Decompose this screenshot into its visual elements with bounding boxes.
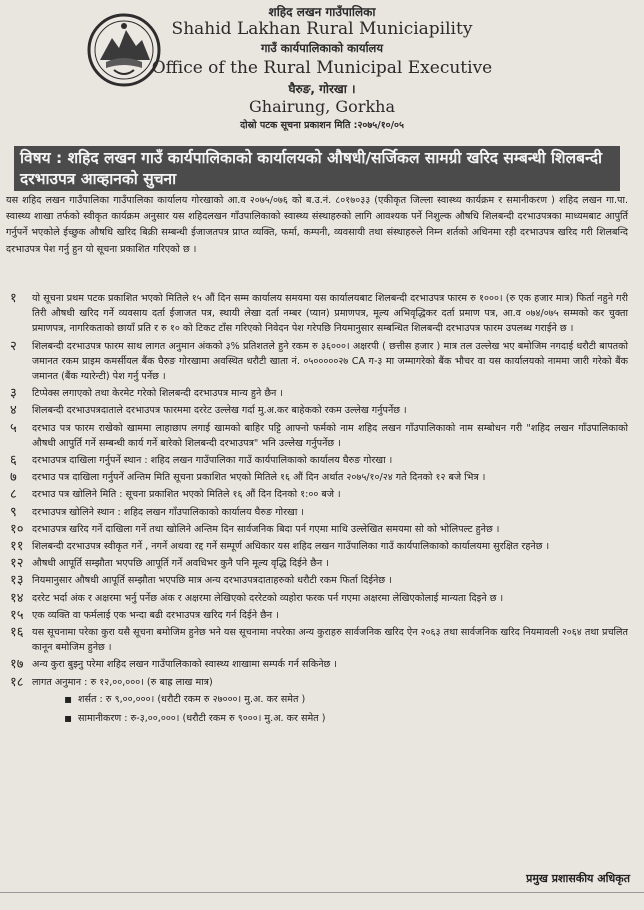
condition-text: नियमानुसार औषधी आपूर्ति सम्झौता भएपछि मात्र अन्य दरभाउपत्रदाताहरुको धरौटी रकम फिर्ता दिईनेछ । xyxy=(32,575,392,587)
location-np: घैरुङ, गोरखा । xyxy=(288,82,356,96)
condition-text: दरभाउ पत्र दाखिला गर्नुपर्ने अन्तिम मिति सूचना प्रकाशित भएको मितिले १६ औं दिन अर्थात २०७५/१०/२४ गते दिनको १२ बजे भित्र । xyxy=(32,472,486,484)
condition-number: १३ xyxy=(10,573,24,589)
condition-text: दरभाउपत्र खरिद गर्ने दाखिला गर्ने तथा खोलिने अन्तिम दिन सार्वजनिक बिदा पर्न गएमा माथि उल्लेखित समयमा सो को भोलिपल्ट हुनेछ । xyxy=(32,523,500,535)
condition-number: १८ xyxy=(10,674,24,690)
condition-item xyxy=(8,625,628,655)
signature-title: प्रमुख प्रशासकीय अधिकृत xyxy=(526,872,630,885)
condition-item xyxy=(8,421,628,451)
condition-item xyxy=(8,608,628,623)
condition-item xyxy=(8,453,628,468)
condition-number: ४ xyxy=(10,403,17,419)
condition-text: यस सूचनामा परेका कुरा यसै सूचना बमोजिम हुनेछ भने यस सूचनामा नपरेका अन्य कुराहरु सार्वजनिक खरिद ऐन २०६३ तथा सार्वजनिक खरिद नियमावली २०६४ तथा प्रचलित कानून बमोजिम हुनेछ । xyxy=(32,627,628,654)
condition-text: शिलबन्दी दरभाउपत्र स्वीकृत गर्ने , नगर्ने अथवा रद्द गर्ने सम्पूर्ण अधिकार यस शहिद लखन गाउँपालिका गाउँ कार्यपालिकाको कार्यालयमा सुरक्षित रहनेछ । xyxy=(32,541,550,553)
condition-item xyxy=(8,657,628,672)
condition-text: औषधी आपूर्ति सम्झौता भएपछि आपूर्ति गर्ने अवधिभर कुनै पनि मूल्य वृद्धि दिईने छैन । xyxy=(32,558,329,570)
condition-number: ६ xyxy=(10,453,17,469)
condition-item xyxy=(8,675,628,690)
bottom-rule xyxy=(0,892,644,893)
budget-subitem-text: सामानीकरण : रु-३,००,०००। (धरौटी रकम रु ९०००। मु.अ. कर समेत ) xyxy=(78,712,326,724)
condition-text: दरभाउपत्र खोलिने स्थान : शहिद लखन गाँउपालिकाको कार्यालय घैरुङ गोरखा । xyxy=(32,506,305,518)
condition-text: लागत अनुमान : रु १२,००,०००। (रु बाह्र लाख मात्र) xyxy=(32,676,213,688)
budget-subitem xyxy=(8,692,628,707)
condition-number: ८ xyxy=(10,487,17,503)
municipality-name-en: Shahid Lakhan Rural Municiapility xyxy=(171,19,473,39)
bullet-icon: ▪ xyxy=(64,691,73,706)
condition-item xyxy=(8,591,628,606)
condition-item xyxy=(8,522,628,537)
condition-number: ११ xyxy=(10,539,24,555)
condition-text: दरभाउ पत्र फारम राखेको खाममा लाहाछाप लगाई खामको बाहिर पट्टि आफ्नो फर्मको नाम शहिद लखन गाँउपालिकाको नाम सम्बोधन गरी "शहिद लखन गाँउपालिकाको औषधी आपुर्ति गर्ने सम्बन्धी कार्य गर्ने बारेको शिलबन्दी दरभाउपत्र" भनि उल्लेख गर्नुपर्नेछ । xyxy=(32,422,628,449)
condition-text: अन्य कुरा बुझ्नु परेमा शहिद लखन गाउँपालिकाको स्वास्थ्य शाखामा सम्पर्क गर्न सकिनेछ । xyxy=(32,659,337,671)
bullet-icon: ▪ xyxy=(64,710,73,725)
office-name-np: गाउँ कार्यपालिकाको कार्यालय xyxy=(260,41,384,55)
condition-item xyxy=(8,386,628,401)
condition-text: शिलबन्दी दरभाउपत्रदाताले दरभाउपत्र फारममा दररेट उल्लेख गर्दा मु.अ.कर बाहेकको रकम उल्लेख गर्नुपर्नेछ । xyxy=(32,405,407,417)
condition-number: १७ xyxy=(10,657,24,673)
condition-item xyxy=(8,470,628,485)
condition-item xyxy=(8,539,628,554)
condition-item xyxy=(8,505,628,520)
condition-number: १४ xyxy=(10,590,24,606)
condition-item xyxy=(8,556,628,571)
condition-number: २ xyxy=(10,338,17,354)
condition-number: ९ xyxy=(10,504,17,520)
condition-number: १० xyxy=(10,521,24,537)
budget-subitem-text: शर्सत : रु ९,००,०००। (धरौटी रकम रु २७०००। मु.अ. कर समेत ) xyxy=(78,693,306,705)
condition-item xyxy=(8,291,628,337)
condition-item xyxy=(8,487,628,502)
municipality-name-np: शहिद लखन गाउँपालिका xyxy=(268,5,376,19)
condition-item xyxy=(8,339,628,385)
condition-text: दरभाउपत्र दाखिला गर्नुपर्ने स्थान : शहिद लखन गाउँपालिका गाउँ कार्यपालिकाको कार्यालय घैरुङ गोरखा । xyxy=(32,455,393,467)
notice-intro: यस शहिद लखन गाउँपालिका गाउँपालिका कार्यालय गोरखाको आ.व २०७५/०७६ को ब.उ.नं. ८०१७०३३ (एकीकृत जिल्ला स्वास्थ्य कार्यक्रम र समानीकरण ) शहिद लखन गा.पा. स्वास्थ्य शाखा तर्फको स्वीकृत कार्यक्रम अनुसार यस शहिदलखन गाँउपालिकाको स्वास्थ्य संस्थाहरुको लागि आवश्यक पर्ने निशुल्क औषधि शिलबन्दी दरभाउपत्रका माध्यमबाट आपुर्ति गर्नुपर्ने भएकोले ईच्छुक औषधि खरिद बिक्री सम्बन्धी ईजाजतपत्र प्राप्त व्यक्ति, फर्मा, कम्पनी, व्यवसायी तथा संस्थाहरुले निम्न शर्तको अधिनमा रही दरभाउपत्र खरिद गरी शिलबन्दि दरभाउपत्र पेश गर्नु हुन यो सूचना प्रकाशित गरिएको छ । xyxy=(6,195,628,255)
condition-number: ७ xyxy=(10,470,17,486)
budget-subitem xyxy=(8,711,628,726)
location-en: Ghairung, Gorkha xyxy=(248,97,395,116)
condition-number: १२ xyxy=(10,556,24,572)
conditions-list xyxy=(8,291,628,730)
publish-date: दोस्रो पटक सूचना प्रकाशन मिति :२०७५/१०/०५ xyxy=(240,120,404,131)
condition-text: दरभाउ पत्र खोलिने मिति : सूचना प्रकाशित भएको मितिले १६ औं दिन दिनको १:०० बजे । xyxy=(32,489,341,501)
condition-number: १५ xyxy=(10,607,24,623)
condition-text: दररेट भर्दा अंक र अक्षरमा भर्नु पर्नेछ अंक र अक्षरमा लेखिएको दररेटको व्यहोरा फरक पर्न गएमा अक्षरमा लेखिएकोलाई मान्यता दिइने छ । xyxy=(32,592,504,604)
notice-subject: विषय : शहिद लखन गाउँ कार्यपालिकाको कार्यालयको औषधी/सर्जिकल सामग्री खरिद सम्बन्धी शिलबन्दी दरभाउपत्र आव्हानको सुचना xyxy=(14,146,620,191)
condition-text: शिलबन्दी दरभाउपत्र फारम साथ लागत अनुमान अंकको ३% प्रतिशतले हुने रकम रु ३६०००। अक्षरपी ( छत्तीस हजार ) मात्र तल उल्लेख भए बमोजिम नगदाई धरौटी बापतको जमानत रकम प्राइम कमर्सीयल बैंक घैरुङ गोरखामा अवस्थित धरौटी खाता नं. ०५०००००२७ CA ग-३ मा जम्मागरेको बैंक भौचर वा यस कार्यालयको नाममा जारी गरेको बैंक जमानत (बैंक ग्यारेन्टी) पेश गर्नु पर्नेछ । xyxy=(32,340,628,383)
condition-text: टिप्पेक्स लगाएको तथा केरमेट गरेको शिलबन्दी दरभाउपत्र मान्य हुने छैन । xyxy=(32,388,284,400)
condition-number: १ xyxy=(10,291,17,306)
condition-number: १६ xyxy=(10,625,24,641)
condition-number: ५ xyxy=(10,420,17,436)
office-name-en: Office of the Rural Municipal Executive xyxy=(151,58,493,78)
condition-item xyxy=(8,573,628,588)
condition-text: यो सूचना प्रथम पटक प्रकाशित भएको मितिले १५ औं दिन सम्म कार्यालय समयमा यस कार्यालयबाट शिलबन्दी दरभाउपत्र फारम रु १०००। (रु एक हजार मात्र) फिर्ता नहुने गरी तिरी औषधी खरिद गर्ने व्यवसाय दर्ता ईजाजत पत्र, स्थायी लेखा दर्ता नम्बर (प्यान) प्रमाणपत्र, मूल्य अभिवृद्धिकर दर्ता प्रमाण पत्र, आ.व ०७४/०७५ सम्मको कर चुक्ता प्रमाणपत्र, नागरिकताको छायाँ प्रति र रु १० को टिकट टाँस गरिएको निवेदन पेश गरेपछि नियमानुसार सम्बन्धित शिलबन्दी दरभाउपत्र फारम उपलब्ध गराईने छ । xyxy=(32,293,628,335)
condition-number: ३ xyxy=(10,386,17,402)
condition-item xyxy=(8,403,628,418)
condition-text: एक व्यक्ति वा फर्मलाई एक भन्दा बढी दरभाउपत्र खरिद गर्न दिईने छैन । xyxy=(32,609,279,621)
